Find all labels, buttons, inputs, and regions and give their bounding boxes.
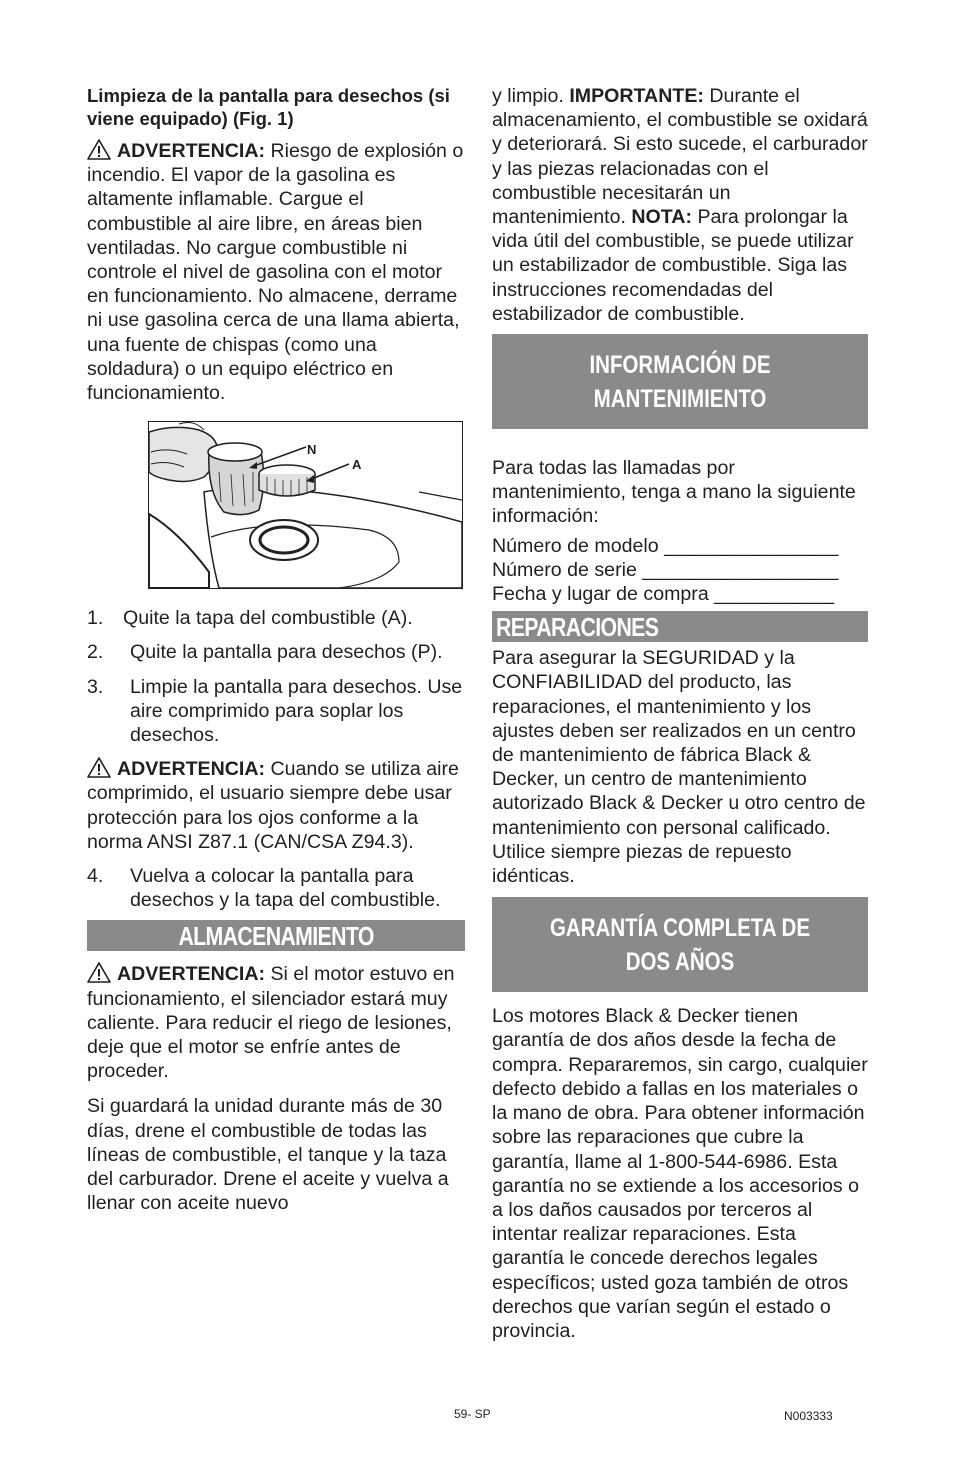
step-number: 4. (87, 865, 104, 888)
warning-text: Riesgo de explosión o incendio. El vapor de la gasolina es altamente inflamable. Cargue el combustible al aire libre, en áreas bien ventiladas. No cargue combustible ni controle el nivel de gasolina con el motor en funcionamiento. No almacene, derrame ni use gasolina cerca de una llama abierta, una fuente de chispas (como una soldadura) o un equipo eléctrico en funcionamiento. (87, 140, 464, 405)
form-line-model: Número de modelo ________________ (492, 534, 839, 557)
warranty-banner (492, 897, 868, 992)
page-number: 59- SP (454, 1407, 491, 1421)
right-column (492, 84, 868, 1343)
list-item (87, 640, 465, 664)
warning-triangle-icon (87, 757, 111, 778)
section-heading: Limpieza de la pantalla para desechos (si viene equipado) (Fig. 1) (87, 85, 450, 129)
warranty-paragraph: Los motores Black & Decker tienen garantía de dos años desde la fecha de compra. Repararemos, sin cargo, cualquier defecto debido a fallas en los materiales o la mano de obra. Para obtener información sobre las reparaciones que cubre la garantía, llame al 1-800-544-6986. Esta garantía no se extiende a los accesorios o a los daños causados por terceros al intentar realizar reparaciones. Esta garantía le concede derechos legales específicos; usted goza también de otros derechos que varían según el estado o provincia. (492, 1005, 868, 1342)
steps-list (87, 864, 465, 912)
repairs-banner (492, 611, 868, 642)
warning-text: Si el motor estuvo en funcionamiento, el silenciador estará muy caliente. Para reducir el riego de lesiones, deje que el motor se enfríe antes de proceder. (87, 963, 455, 1083)
note-label: NOTA: (631, 206, 692, 229)
step-number: 1. (87, 607, 104, 630)
text-fragment: Para prolongar la vida útil del combustible, se puede utilizar un estabilizador de combustible. Siga las instrucciones recomendadas del estabilizador de combustible. (492, 206, 854, 325)
steps-list (87, 606, 465, 747)
repairs-paragraph: Para asegurar la SEGURIDAD y la CONFIABILIDAD del producto, las reparaciones, el mantenimiento y los ajustes deben ser realizados en un centro de mantenimiento de fábrica Black & Decker, un centro de mantenimiento autorizado Black & Decker u otro centro de mantenimiento con personal calificado. Utilice siempre piezas de repuesto idénticas. (492, 647, 866, 888)
maintenance-banner-title: INFORMACIÓN DE MANTENIMIENTO (589, 350, 771, 413)
storage-banner-title: ALMACENAMIENTO (178, 921, 374, 952)
maintenance-banner (492, 334, 868, 429)
step-text: Limpie la pantalla para desechos. Use aire comprimido para soplar los desechos. (130, 675, 463, 747)
document-code: N003333 (784, 1409, 833, 1423)
warning-triangle-icon (87, 139, 111, 160)
figure-label-a: A (352, 457, 362, 473)
storage-continued-paragraph (492, 84, 868, 326)
left-column (87, 84, 465, 1216)
warranty-banner-title: GARANTÍA COMPLETA DE DOS AÑOS (549, 913, 811, 976)
info-form (492, 534, 868, 607)
warning-triangle-icon (87, 962, 111, 983)
step-text: Quite la pantalla para desechos (P). (130, 641, 443, 664)
step-number: 3. (87, 675, 104, 698)
figure-label-n: N (307, 442, 317, 458)
warning-label: ADVERTENCIA: (117, 963, 266, 986)
maintenance-paragraph: Para todas las llamadas por mantenimiento, tenga a mano la siguiente información: (492, 457, 856, 528)
step-text: Vuelva a colocar la pantalla para desechos y la tapa del combustible. (130, 865, 441, 912)
fuel-cap-figure (148, 421, 463, 589)
list-item (87, 864, 465, 912)
storage-paragraph: Si guardará la unidad durante más de 30 días, drene el combustible de todas las líneas de combustible, el tanque y la taza del carburador. Drene el aceite y vuelva a llenar con aceite nuevo (87, 1095, 449, 1215)
repairs-banner-title: REPARACIONES (496, 612, 659, 643)
form-line-date: Fecha y lugar de compra ___________ (492, 583, 835, 606)
warning-paragraph (87, 139, 465, 405)
warning-label: ADVERTENCIA: (117, 758, 266, 781)
form-line-serial: Número de serie __________________ (492, 558, 839, 581)
step-number: 2. (87, 641, 104, 664)
text-fragment: y limpio. (492, 85, 570, 107)
text-fragment: Durante el almacenamiento, el combustible se oxidará y deteriorará. Si esto sucede, el carburador y las piezas relacionadas con el combustible necesitarán un mantenimiento. (492, 85, 868, 229)
important-label: IMPORTANTE: (569, 85, 704, 107)
list-item (87, 606, 465, 630)
step-text: Quite la tapa del combustible (A). (123, 607, 413, 630)
list-item (87, 675, 465, 748)
warning-paragraph (87, 757, 465, 854)
warning-text: Cuando se utiliza aire comprimido, el usuario siempre debe usar protección para los ojos conforme a la norma ANSI Z87.1 (CAN/CSA Z94.3). (87, 758, 459, 853)
storage-banner (87, 920, 465, 951)
fuel-cap-illustration (149, 422, 462, 588)
warning-label: ADVERTENCIA: (117, 140, 266, 162)
warning-paragraph (87, 962, 465, 1083)
